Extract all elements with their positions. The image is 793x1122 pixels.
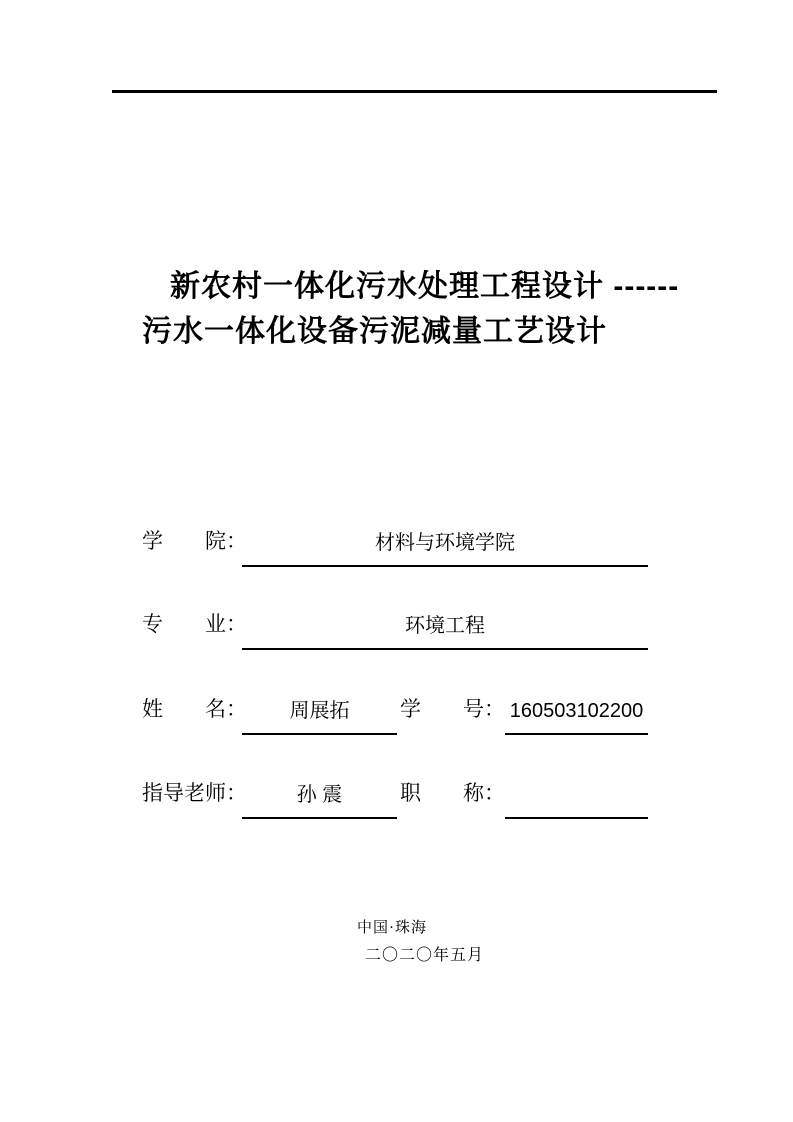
advisor-label: 指导老师：	[142, 782, 247, 805]
thesis-title-line1: 新农村一体化污水处理工程设计 ------	[170, 270, 680, 303]
top-horizontal-rule	[112, 90, 717, 93]
student-id-value: 160503102200	[509, 700, 644, 722]
form-row-name-id	[0, 696, 793, 738]
major-underline	[242, 611, 648, 650]
job-title-label: 职 称：	[400, 782, 505, 805]
footer-location: 中国·珠海	[357, 920, 427, 936]
advisor-value: 孙 震	[296, 784, 343, 806]
college-label: 学 院：	[142, 530, 247, 553]
student-name-underline	[242, 696, 397, 735]
footer-date: 二〇二〇年五月	[365, 947, 485, 964]
advisor-underline	[242, 780, 397, 819]
form-row-college	[0, 528, 793, 570]
college-underline	[242, 528, 648, 567]
job-title-underline	[505, 780, 648, 819]
student-name-label: 姓 名：	[142, 698, 247, 721]
major-value: 环境工程	[405, 615, 485, 637]
thesis-title-line2: 污水一体化设备污泥减量工艺设计	[142, 315, 607, 348]
form-row-advisor-title	[0, 780, 793, 822]
student-id-underline	[505, 696, 648, 735]
form-row-major	[0, 611, 793, 653]
student-name-value: 周展拓	[289, 700, 350, 722]
major-label: 专 业：	[142, 613, 247, 636]
college-value: 材料与环境学院	[375, 532, 515, 554]
student-id-label: 学 号：	[400, 698, 505, 721]
